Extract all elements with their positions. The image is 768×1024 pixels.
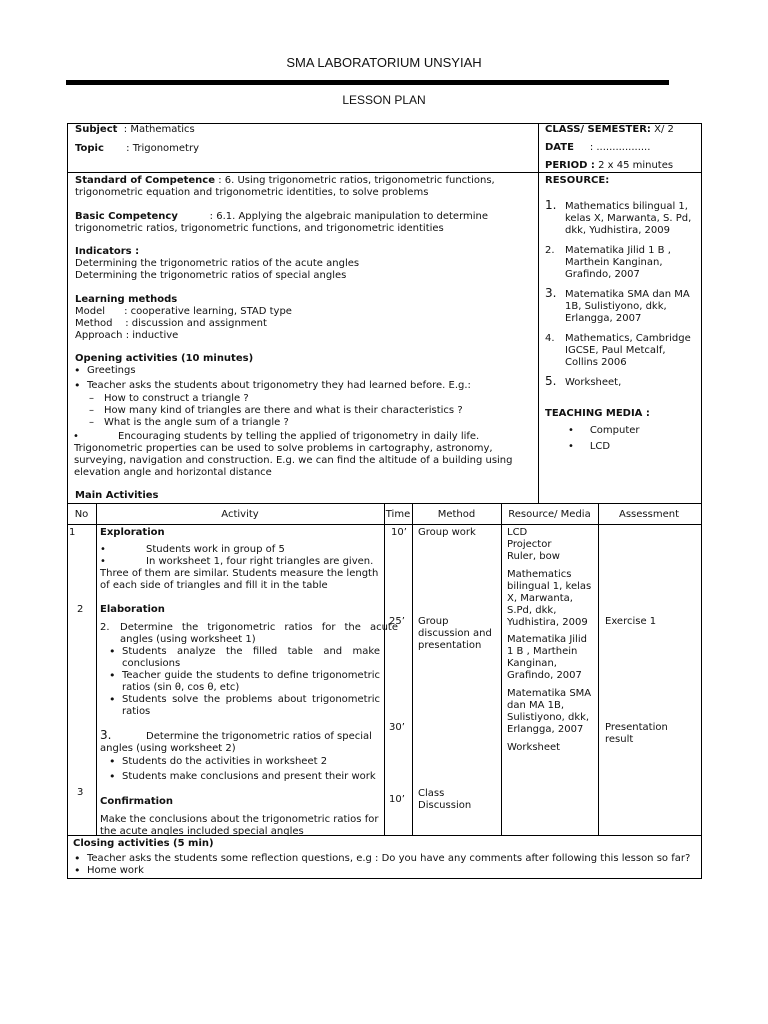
bullet-icon: • [100,556,106,567]
closing-label: Closing activities (5 min) [73,838,214,849]
soc-text: : 6. Using trigonometric ratios, trigonometric functions, trigonometric equation and trigonometric identities, to solve problems [75,175,495,198]
opening-question-2: – How many kind of triangles are there and what is their characteristics ? [73,405,533,417]
period-value: 2 x 45 minutes [598,160,674,171]
col-header-activity: Activity [221,509,259,520]
opening-greetings: • Greetings [73,365,533,377]
time-elaboration-1: 25’ [389,616,405,627]
closing-list [73,853,703,877]
resource-item [545,198,695,237]
opening-ask: • Teacher asks the students about trigonometry they had learned before. E.g.: [73,380,533,392]
resource-list [545,198,695,397]
resource-number: 1. [545,198,557,212]
bullet-icon: • [568,425,574,436]
school-title: SMA LABORATORIUM UNSYIAH [286,55,482,70]
method-confirmation: Class Discussion [418,788,472,811]
elaboration-step-3-number: 3. [100,728,112,742]
bc-text: : 6.1. Applying the algebraic manipulation to determine trigonometric ratios, trigonometric functions, and trigonometric identities [75,211,489,234]
bullet-icon: • [73,431,79,442]
doc-title: LESSON PLAN [342,93,426,107]
elaboration-label: Elaboration [100,604,165,615]
opening-label: Opening activities (10 minutes) [75,353,254,364]
bullet-icon: • [568,441,574,452]
topic-row [75,143,199,155]
media-computer-label: Computer [589,425,640,436]
topic-value: : Trigonometry [126,143,199,154]
col-header-time: Time [385,509,411,520]
col-header-assessment: Assessment [619,509,679,520]
elaboration-step-2 [100,622,398,646]
topic-label: Topic [75,143,104,154]
exploration-item-1 [100,544,380,556]
upper-divider [538,123,539,503]
date-row [545,142,650,154]
resource-number: 5. [545,374,557,388]
time-confirmation: 10’ [389,794,405,805]
elaboration-step-3-text: Determine the trigonometric ratios of special angles (using worksheet 2) [100,731,372,754]
opening-encourage [74,431,529,479]
elaboration-step-2-item: • Teacher guide the students to define trigonometric ratios (sin θ, cos θ, etc) [108,670,380,694]
date-label: DATE [545,142,574,153]
opening-list [73,365,533,392]
method-model: Model : cooperative learning, STAD type [75,306,292,317]
col-header-no: No [74,509,89,520]
time-exploration: 10’ [391,527,407,538]
resource-text: Matematika Jilid 1 B , Marthein Kanginan, Grafindo, 2007 [565,245,671,280]
subject-label: Subject [75,124,118,135]
elaboration-step-3-item: • Students make conclusions and present their work [108,771,380,783]
teaching-media-label: TEACHING MEDIA : [545,408,650,419]
resource-label: RESOURCE: [545,175,610,186]
indicators-label: Indicators : [75,246,140,257]
method-approach: Approach : inductive [75,330,179,341]
header-divider-right [538,172,701,173]
time-elaboration-2: 30’ [389,722,405,733]
row-number-3: 3 [77,787,84,798]
resource-lcd: LCD [507,527,528,538]
assessment-exercise: Exercise 1 [605,616,657,627]
resource-number: 2. [545,245,555,256]
confirmation-text: Make the conclusions about the trigonometric ratios for the acute angles included special angles [100,814,379,837]
standard-of-competence [75,175,530,199]
exploration-item-1-text: Students work in group of 5 [146,544,285,555]
elaboration-step-2-item: • Students analyze the filled table and make conclusions [108,646,380,670]
exploration-item-2 [100,556,380,592]
resource-number: 4. [545,333,555,344]
elaboration-step-3-list [108,756,380,783]
methods-label: Learning methods [75,294,178,305]
resource-item [545,245,695,281]
subject-value: : Mathematics [123,124,195,135]
row-number-1: 1 [69,527,76,538]
col-header-method: Method [437,509,476,520]
col-divider-activity [384,503,385,835]
basic-competency [75,211,530,235]
opening-questions [73,393,533,429]
title-rule [66,80,669,85]
resource-text: Mathematics, Cambridge IGCSE, Paul Metcalf, Collins 2006 [565,333,691,368]
indicator-2: Determining the trigonometric ratios of special angles [75,270,347,281]
assessment-presentation: Presentation result [605,722,668,745]
period-label: PERIOD : [545,160,595,171]
subject-row [75,124,195,136]
col-divider-resource [598,503,599,835]
soc-label: Standard of Competence [75,175,215,186]
resource-ruler: Ruler, bow [507,551,560,562]
closing-homework: • Home work [73,865,703,877]
class-label: CLASS/ SEMESTER: [545,124,651,135]
exploration-label: Exploration [100,527,165,538]
resource-book-3: Matematika SMA dan MA 1B, Sulistiyono, dkk, Erlangga, 2007 [507,688,592,735]
opening-question-1: – How to construct a triangle ? [73,393,533,405]
opening-encourage-text: Encouraging students by telling the applied of trigonometry in daily life. Trigonometric properties can be used to solve problems in cartography, astronomy, surveying, navigation and construction. E.g. we can find the altitude of a building using elevation angle and horizontal distance [74,431,513,478]
opening-question-3: – What is the angle sum of a triangle ? [73,417,533,429]
exploration-item-2-text: In worksheet 1, four right triangles are given. Three of them are similar. Students measure the length of each side of triangles and fill it in the table [100,556,379,591]
resource-text: Mathematics bilingual 1, kelas X, Marwanta, S. Pd, dkk, Yudhistira, 2009 [565,201,692,236]
media-lcd-label: LCD [589,441,611,452]
col-divider-no [96,503,97,835]
method-exploration: Group work [418,527,476,538]
indicator-1: Determining the trigonometric ratios of the acute angles [75,258,360,269]
bc-label: Basic Competency [75,211,178,222]
elaboration-step-2-list [108,646,380,718]
method-elaboration: Group discussion and presentation [418,616,492,651]
resource-item [545,286,695,325]
col-divider-time [412,503,413,835]
resource-number: 3. [545,286,557,300]
resource-worksheet: Worksheet [507,742,561,753]
bullet-icon: • [100,544,106,555]
elaboration-step-3-item: • Students do the activities in worksheet 2 [108,756,380,768]
col-divider-method [501,503,502,835]
elaboration-step-2-number: 2. [100,622,110,633]
resource-item [545,333,695,369]
class-value: X/ 2 [654,124,674,135]
col-header-resource: Resource/ Media [508,509,591,520]
header-divider-left [67,172,538,173]
closing-reflection: • Teacher asks the students some reflection questions, e.g : Do you have any comments after following this lesson so far? [73,853,703,865]
period-row [545,160,673,172]
class-row [545,124,674,136]
resource-book-2: Matematika Jilid 1 B , Marthein Kanginan, Grafindo, 2007 [507,634,587,681]
resource-item [545,374,695,389]
date-value: : ................. [589,142,651,153]
resource-projector: Projector [507,539,552,550]
confirmation-label: Confirmation [100,796,174,807]
resource-text: Worksheet, [565,377,622,388]
elaboration-step-2-text: Determine the trigonometric ratios for the acute angles (using worksheet 1) [120,622,398,645]
main-activities-label: Main Activities [75,490,159,501]
resource-book-1: Mathematics bilingual 1, kelas X, Marwanta, S.Pd, dkk, Yudhistira, 2009 [507,569,592,628]
media-computer [568,425,640,437]
row-number-2: 2 [77,604,84,615]
method-method: Method : discussion and assignment [75,318,267,329]
media-lcd [568,441,610,453]
elaboration-step-2-item: • Students solve the problems about trigonometric ratios [108,694,380,718]
elaboration-step-3 [100,728,380,755]
resource-text: Matematika SMA dan MA 1B, Sulistiyono, dkk, Erlangga, 2007 [565,289,690,324]
